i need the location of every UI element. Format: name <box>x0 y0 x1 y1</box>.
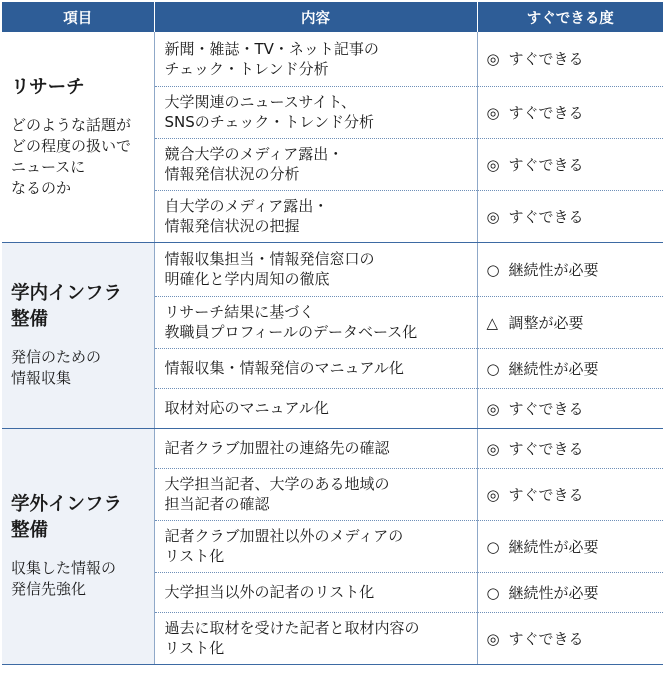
category-subtitle-line: 発信のための <box>11 348 102 366</box>
circle-mark: ○ <box>486 260 500 279</box>
ease-cell <box>477 428 663 468</box>
ease-label: すぐできる <box>508 399 584 418</box>
ease-label: 継続性が必要 <box>508 359 599 378</box>
content-line: リサーチ結果に基づく <box>164 303 315 321</box>
double-circle-mark: ◎ <box>486 399 500 418</box>
content-line: SNSのチェック・トレンド分析 <box>164 113 374 131</box>
category-subtitle-line: どのような話題が <box>11 115 132 134</box>
content-cell <box>154 572 477 612</box>
ease-cell <box>477 612 663 664</box>
content-line: 新聞・雑誌・TV・ネット記事の <box>164 39 379 58</box>
content-line: リスト化 <box>164 547 225 565</box>
circle-mark: ○ <box>486 537 500 556</box>
category-title: 学内インフラ <box>11 283 123 304</box>
content-line: 自大学のメディア露出・ <box>164 197 329 215</box>
category-subtitle-line: どの程度の扱いで <box>11 136 132 155</box>
content-cell <box>154 428 477 468</box>
ease-label: 継続性が必要 <box>508 537 599 556</box>
content-line: 記者クラブ加盟社以外のメディアの <box>164 527 404 545</box>
content-line: リスト化 <box>164 639 225 657</box>
content-line: 情報収集担当・情報発信窓口の <box>164 250 375 268</box>
content-cell <box>154 296 477 348</box>
content-line: 教職員プロフィールのデータベース化 <box>164 323 418 341</box>
content-line: 取材対応のマニュアル化 <box>164 399 329 417</box>
header-ease: すぐできる度 <box>477 2 663 32</box>
ease-cell <box>477 190 663 242</box>
category-cell <box>2 428 154 664</box>
category-title: リサーチ <box>11 76 85 98</box>
content-cell <box>154 190 477 242</box>
double-circle-mark: ◎ <box>486 50 500 69</box>
table-header <box>2 2 663 32</box>
content-line: 大学担当以外の記者のリスト化 <box>164 583 375 601</box>
ease-cell <box>477 348 663 388</box>
content-line: 情報発信状況の把握 <box>164 217 300 235</box>
ease-cell <box>477 138 663 190</box>
table-row <box>2 242 663 296</box>
double-circle-mark: ◎ <box>486 485 500 504</box>
table-row <box>2 32 663 86</box>
category-title: 学外インフラ <box>11 494 123 515</box>
content-cell <box>154 348 477 388</box>
double-circle-mark: ◎ <box>486 103 500 122</box>
category-subtitle-line: ニュースに <box>11 157 86 176</box>
content-line: 情報発信状況の分析 <box>164 165 300 183</box>
content-line: 競合大学のメディア露出・ <box>164 145 344 163</box>
content-line: 明確化と学内周知の徹底 <box>164 270 330 288</box>
ease-label: すぐできる <box>508 155 584 174</box>
ease-label: 継続性が必要 <box>508 260 599 279</box>
content-cell <box>154 520 477 572</box>
ease-cell <box>477 520 663 572</box>
ease-label: 継続性が必要 <box>508 583 599 602</box>
ease-cell <box>477 86 663 138</box>
content-cell <box>154 468 477 520</box>
category-title: 整備 <box>11 309 49 330</box>
content-line: 過去に取材を受けた記者と取材内容の <box>164 619 420 637</box>
ease-label: すぐできる <box>508 207 584 226</box>
ease-cell <box>477 32 663 86</box>
double-circle-mark: ◎ <box>486 629 500 648</box>
ease-label: すぐできる <box>508 50 584 69</box>
double-circle-mark: ◎ <box>486 439 500 458</box>
ease-label: すぐできる <box>508 103 584 122</box>
header-content: 内容 <box>154 2 477 32</box>
category-cell <box>2 32 154 242</box>
content-cell <box>154 138 477 190</box>
ease-label: すぐできる <box>508 629 584 648</box>
triangle-mark: △ <box>486 313 499 332</box>
category-cell <box>2 242 154 428</box>
category-subtitle-line: 情報収集 <box>11 369 72 387</box>
double-circle-mark: ◎ <box>486 207 500 226</box>
category-title: 整備 <box>11 520 49 541</box>
media-strategy-table <box>2 2 663 665</box>
category-subtitle-line: 発信先強化 <box>11 580 87 598</box>
ease-label: すぐできる <box>508 485 584 504</box>
ease-label: すぐできる <box>508 439 584 458</box>
content-line: 記者クラブ加盟社の連絡先の確認 <box>164 439 390 457</box>
table-body <box>2 32 663 664</box>
content-cell <box>154 612 477 664</box>
table-row <box>2 428 663 468</box>
category-subtitle <box>11 115 148 199</box>
ease-cell <box>477 468 663 520</box>
content-cell <box>154 388 477 428</box>
circle-mark: ○ <box>486 359 500 378</box>
circle-mark: ○ <box>486 583 500 602</box>
content-cell <box>154 242 477 296</box>
header-item: 項目 <box>2 2 154 32</box>
category-subtitle-line: 収集した情報の <box>11 559 117 577</box>
category-subtitle <box>11 347 148 389</box>
ease-label: 調整が必要 <box>508 313 584 332</box>
ease-cell <box>477 572 663 612</box>
content-line: 大学担当記者、大学のある地域の <box>164 475 390 493</box>
content-cell <box>154 32 477 86</box>
content-line: 大学関連のニュースサイト、 <box>164 93 357 111</box>
ease-cell <box>477 388 663 428</box>
content-cell <box>154 86 477 138</box>
content-line: チェック・トレンド分析 <box>164 59 329 78</box>
ease-cell <box>477 296 663 348</box>
category-subtitle-line: なるのか <box>11 178 72 197</box>
content-line: 情報収集・情報発信のマニュアル化 <box>164 359 404 377</box>
ease-cell <box>477 242 663 296</box>
double-circle-mark: ◎ <box>486 155 500 174</box>
content-line: 担当記者の確認 <box>164 495 270 513</box>
category-subtitle <box>11 558 148 600</box>
